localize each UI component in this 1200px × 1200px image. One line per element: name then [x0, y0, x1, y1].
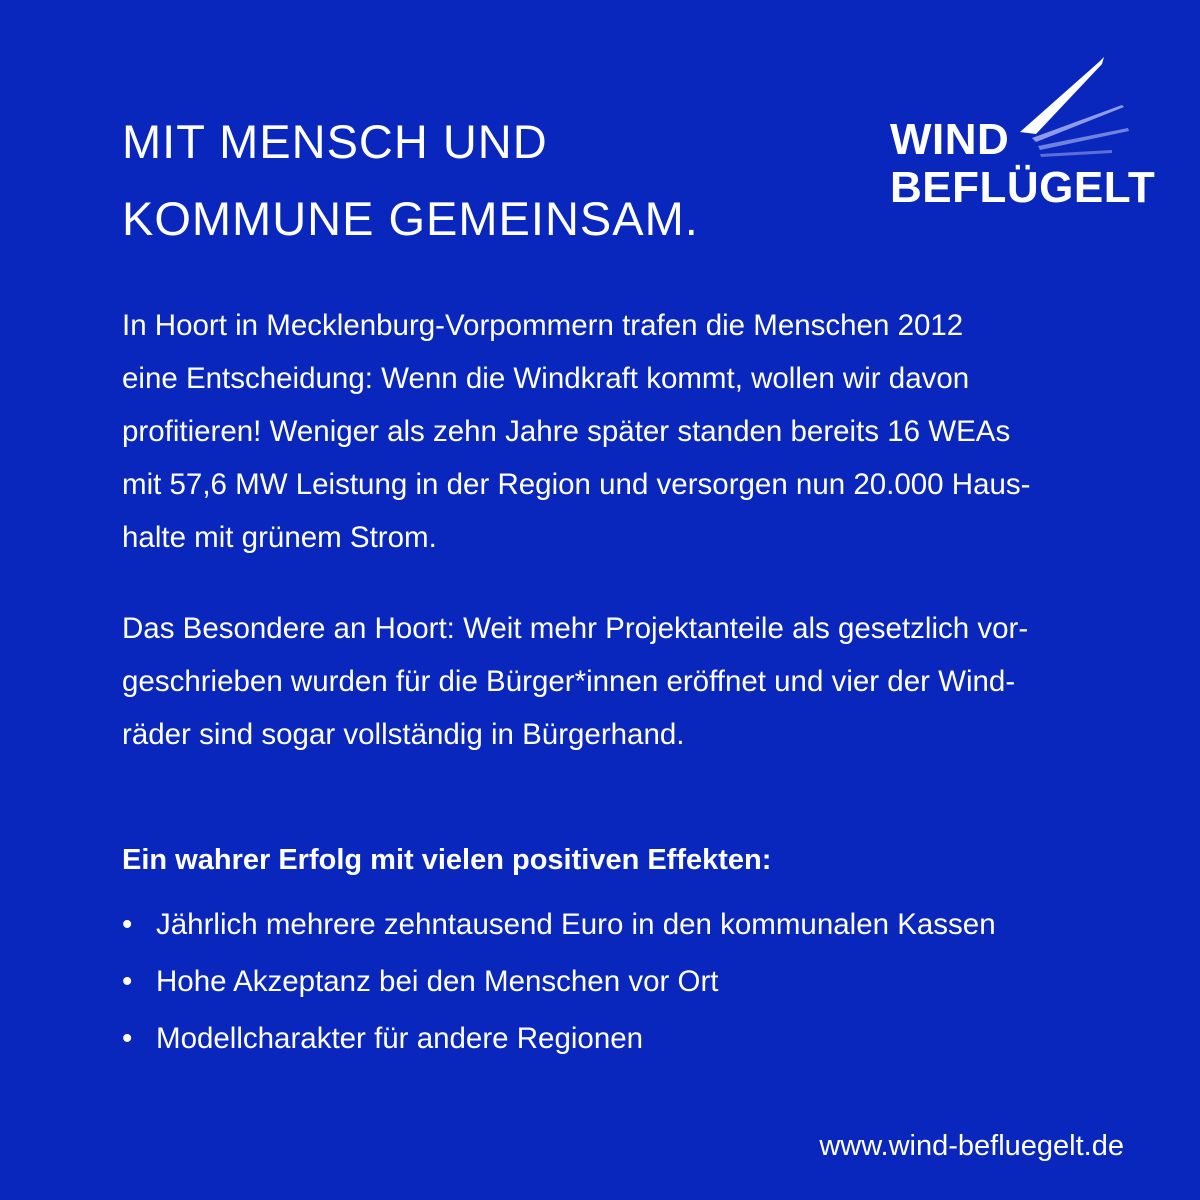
paragraph-line: geschrieben wurden für die Bürger*innen eröffnet und vier der Wind-: [122, 665, 1016, 698]
paragraph-line: In Hoort in Mecklenburg-Vorpommern trafen die Menschen 2012: [122, 309, 964, 342]
paragraph-line: Das Besondere an Hoort: Weit mehr Projektanteile als gesetzlich vor-: [122, 612, 1029, 645]
paragraph-line: halte mit grünem Strom.: [122, 521, 437, 554]
list-item: [122, 1010, 996, 1067]
bullet-icon: •: [122, 908, 133, 941]
paragraph-line: profitieren! Weniger als zehn Jahre später standen bereits 16 WEAs: [122, 415, 1011, 448]
effects-list: [122, 896, 996, 1067]
paragraph-line: mit 57,6 MW Leistung in der Region und versorgen nun 20.000 Haus-: [122, 468, 1031, 501]
paragraph-line: räder sind sogar vollständig in Bürgerhand.: [122, 718, 685, 751]
highlight-paragraph: [122, 602, 1167, 761]
effects-heading: Ein wahrer Erfolg mit vielen positiven Effekten:: [122, 844, 772, 876]
logo-text-wind: WIND: [890, 115, 1010, 164]
list-item-text: Jährlich mehrere zehntausend Euro in den kommunalen Kassen: [156, 908, 996, 941]
bullet-icon: •: [122, 1022, 133, 1055]
logo-text-befluegelt: BEFLÜGELT: [890, 163, 1156, 212]
website-url: www.wind-befluegelt.de: [819, 1130, 1124, 1162]
paragraph-line: eine Entscheidung: Wenn die Windkraft kommt, wollen wir davon: [122, 362, 970, 395]
bullet-icon: •: [122, 965, 133, 998]
wind-befluegelt-logo: [880, 40, 1160, 220]
list-item-text: Hohe Akzeptanz bei den Menschen vor Ort: [156, 965, 719, 998]
list-item-text: Modellcharakter für andere Regionen: [156, 1022, 644, 1055]
intro-paragraph: [122, 299, 1167, 564]
list-item: [122, 953, 996, 1010]
list-item: [122, 896, 996, 953]
headline: [122, 104, 699, 257]
headline-line-2: KOMMUNE GEMEINSAM.: [122, 191, 699, 245]
headline-line-1: MIT MENSCH UND: [122, 115, 548, 168]
